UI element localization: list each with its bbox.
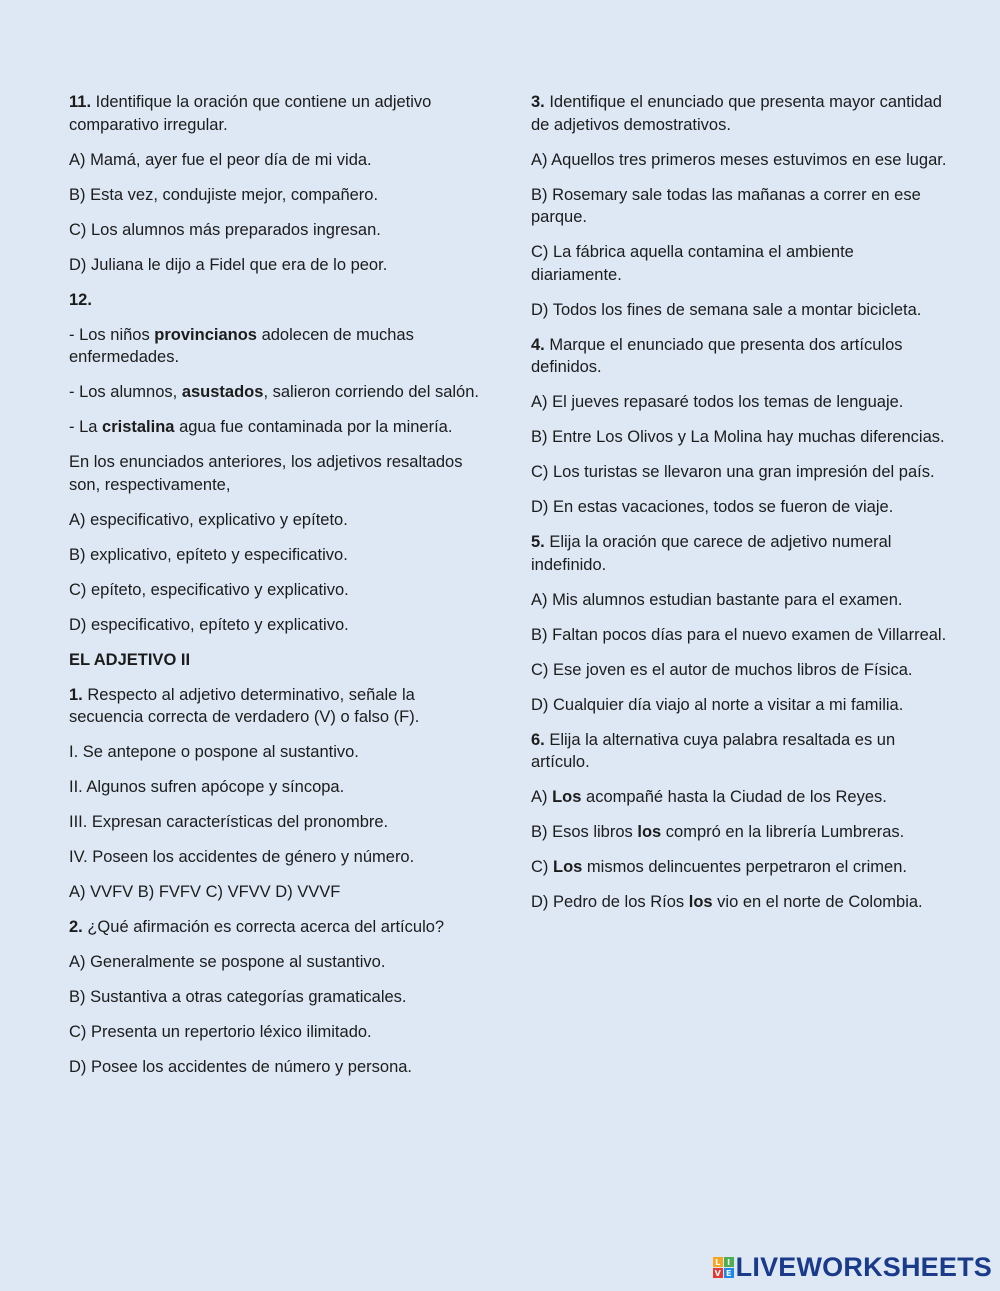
q12-stem: En los enunciados anteriores, los adjetivos resaltados son, respectivamente,	[69, 453, 463, 494]
q5-option-b: B) Faltan pocos días para el nuevo examen de Villarreal.	[531, 625, 947, 644]
q1-statement-4: IV. Poseen los accidentes de género y número.	[69, 848, 415, 866]
logo-letter-i: I	[724, 1257, 734, 1267]
question-2: 2. ¿Qué afirmación es correcta acerca del artículo?	[69, 918, 445, 936]
q3-option-b: B) Rosemary sale todas las mañanas a correr en ese parque.	[531, 185, 921, 226]
brand-name: LIVEWORKSHEETS	[735, 1252, 992, 1282]
logo-letter-l: L	[713, 1257, 723, 1267]
q1-statement-1: I. Se antepone o pospone al sustantivo.	[69, 743, 359, 761]
q4-option-c: C) Los turistas se llevaron una gran impresión del país.	[531, 463, 935, 481]
liveworksheets-logo	[713, 1252, 992, 1283]
question-11: 11. Identifique la oración que contiene un adjetivo comparativo irregular.	[69, 93, 432, 134]
q4-option-b: B) Entre Los Olivos y La Molina hay muchas diferencias.	[531, 428, 945, 446]
logo-letter-v: V	[714, 1268, 721, 1278]
q4-option-d: D) En estas vacaciones, todos se fueron de viaje.	[531, 498, 894, 516]
q2-option-c: C) Presenta un repertorio léxico ilimitado.	[69, 1023, 372, 1041]
question-5: 5. Elija la oración que carece de adjetivo numeral indefinido.	[531, 533, 892, 574]
question-4: 4. Marque el enunciado que presenta dos artículos definidos.	[531, 335, 903, 376]
q1-statement-2: II. Algunos sufren apócope y síncopa.	[69, 778, 345, 796]
q2-option-b: B) Sustantiva a otras categorías gramaticales.	[69, 988, 407, 1006]
question-3: 3. Identifique el enunciado que presenta mayor cantidad de adjetivos demostrativos.	[531, 93, 942, 134]
q11-option-d: D) Juliana le dijo a Fidel que era de lo peor.	[69, 255, 388, 274]
q5-option-a: A) Mis alumnos estudian bastante para el examen.	[531, 590, 903, 609]
logo-letter-e: E	[724, 1268, 734, 1278]
q12-sentence-2: - Los alumnos, asustados, salieron corriendo del salón.	[69, 383, 479, 401]
question-6: 6. Elija la alternativa cuya palabra resaltada es un artículo.	[531, 730, 896, 771]
right-column	[531, 91, 949, 926]
q5-option-c: C) Ese joven es el autor de muchos libros de Física.	[531, 660, 913, 679]
q11-option-b: B) Esta vez, condujiste mejor, compañero.	[69, 185, 379, 204]
q2-option-d: D) Posee los accidentes de número y persona.	[69, 1058, 413, 1076]
q1-options: A) VVFV B) FVFV C) VFVV D) VVVF	[69, 883, 341, 901]
question-12: 12.	[69, 290, 92, 309]
live-logo-icon	[713, 1257, 734, 1278]
q12-sentence-3: - La cristalina agua fue contaminada por la minería.	[69, 418, 453, 436]
q1-statement-3: III. Expresan características del pronombre.	[69, 813, 389, 831]
q12-option-d: D) especificativo, epíteto y explicativo.	[69, 615, 349, 634]
q6-option-d: D) Pedro de los Ríos los vio en el norte de Colombia.	[531, 893, 923, 911]
q3-option-a: A) Aquellos tres primeros meses estuvimos en ese lugar.	[531, 150, 947, 169]
q5-option-d: D) Cualquier día viajo al norte a visitar a mi familia.	[531, 695, 904, 714]
q4-option-a: A) El jueves repasaré todos los temas de lenguaje.	[531, 393, 904, 411]
q6-option-b: B) Esos libros los compró en la librería Lumbreras.	[531, 823, 905, 841]
q11-option-c: C) Los alumnos más preparados ingresan.	[69, 220, 381, 239]
q12-option-b: B) explicativo, epíteto y especificativo.	[69, 545, 348, 564]
left-column	[69, 91, 489, 1091]
question-1: 1. Respecto al adjetivo determinativo, señale la secuencia correcta de verdadero (V) o falso (F).	[69, 685, 420, 726]
q3-option-c: C) La fábrica aquella contamina el ambiente diariamente.	[531, 243, 854, 284]
q12-option-c: C) epíteto, especificativo y explicativo.	[69, 580, 349, 599]
section-title: EL ADJETIVO II	[69, 650, 191, 669]
q11-option-a: A) Mamá, ayer fue el peor día de mi vida.	[69, 150, 372, 169]
q12-sentence-1: - Los niños provincianos adolecen de muchas enfermedades.	[69, 325, 414, 366]
q6-option-c: C) Los mismos delincuentes perpetraron el crimen.	[531, 858, 907, 876]
q6-option-a: A) Los acompañé hasta la Ciudad de los Reyes.	[531, 788, 887, 806]
q2-option-a: A) Generalmente se pospone al sustantivo.	[69, 953, 386, 971]
q3-option-d: D) Todos los fines de semana sale a montar bicicleta.	[531, 300, 922, 319]
q12-option-a: A) especificativo, explicativo y epíteto.	[69, 510, 348, 529]
